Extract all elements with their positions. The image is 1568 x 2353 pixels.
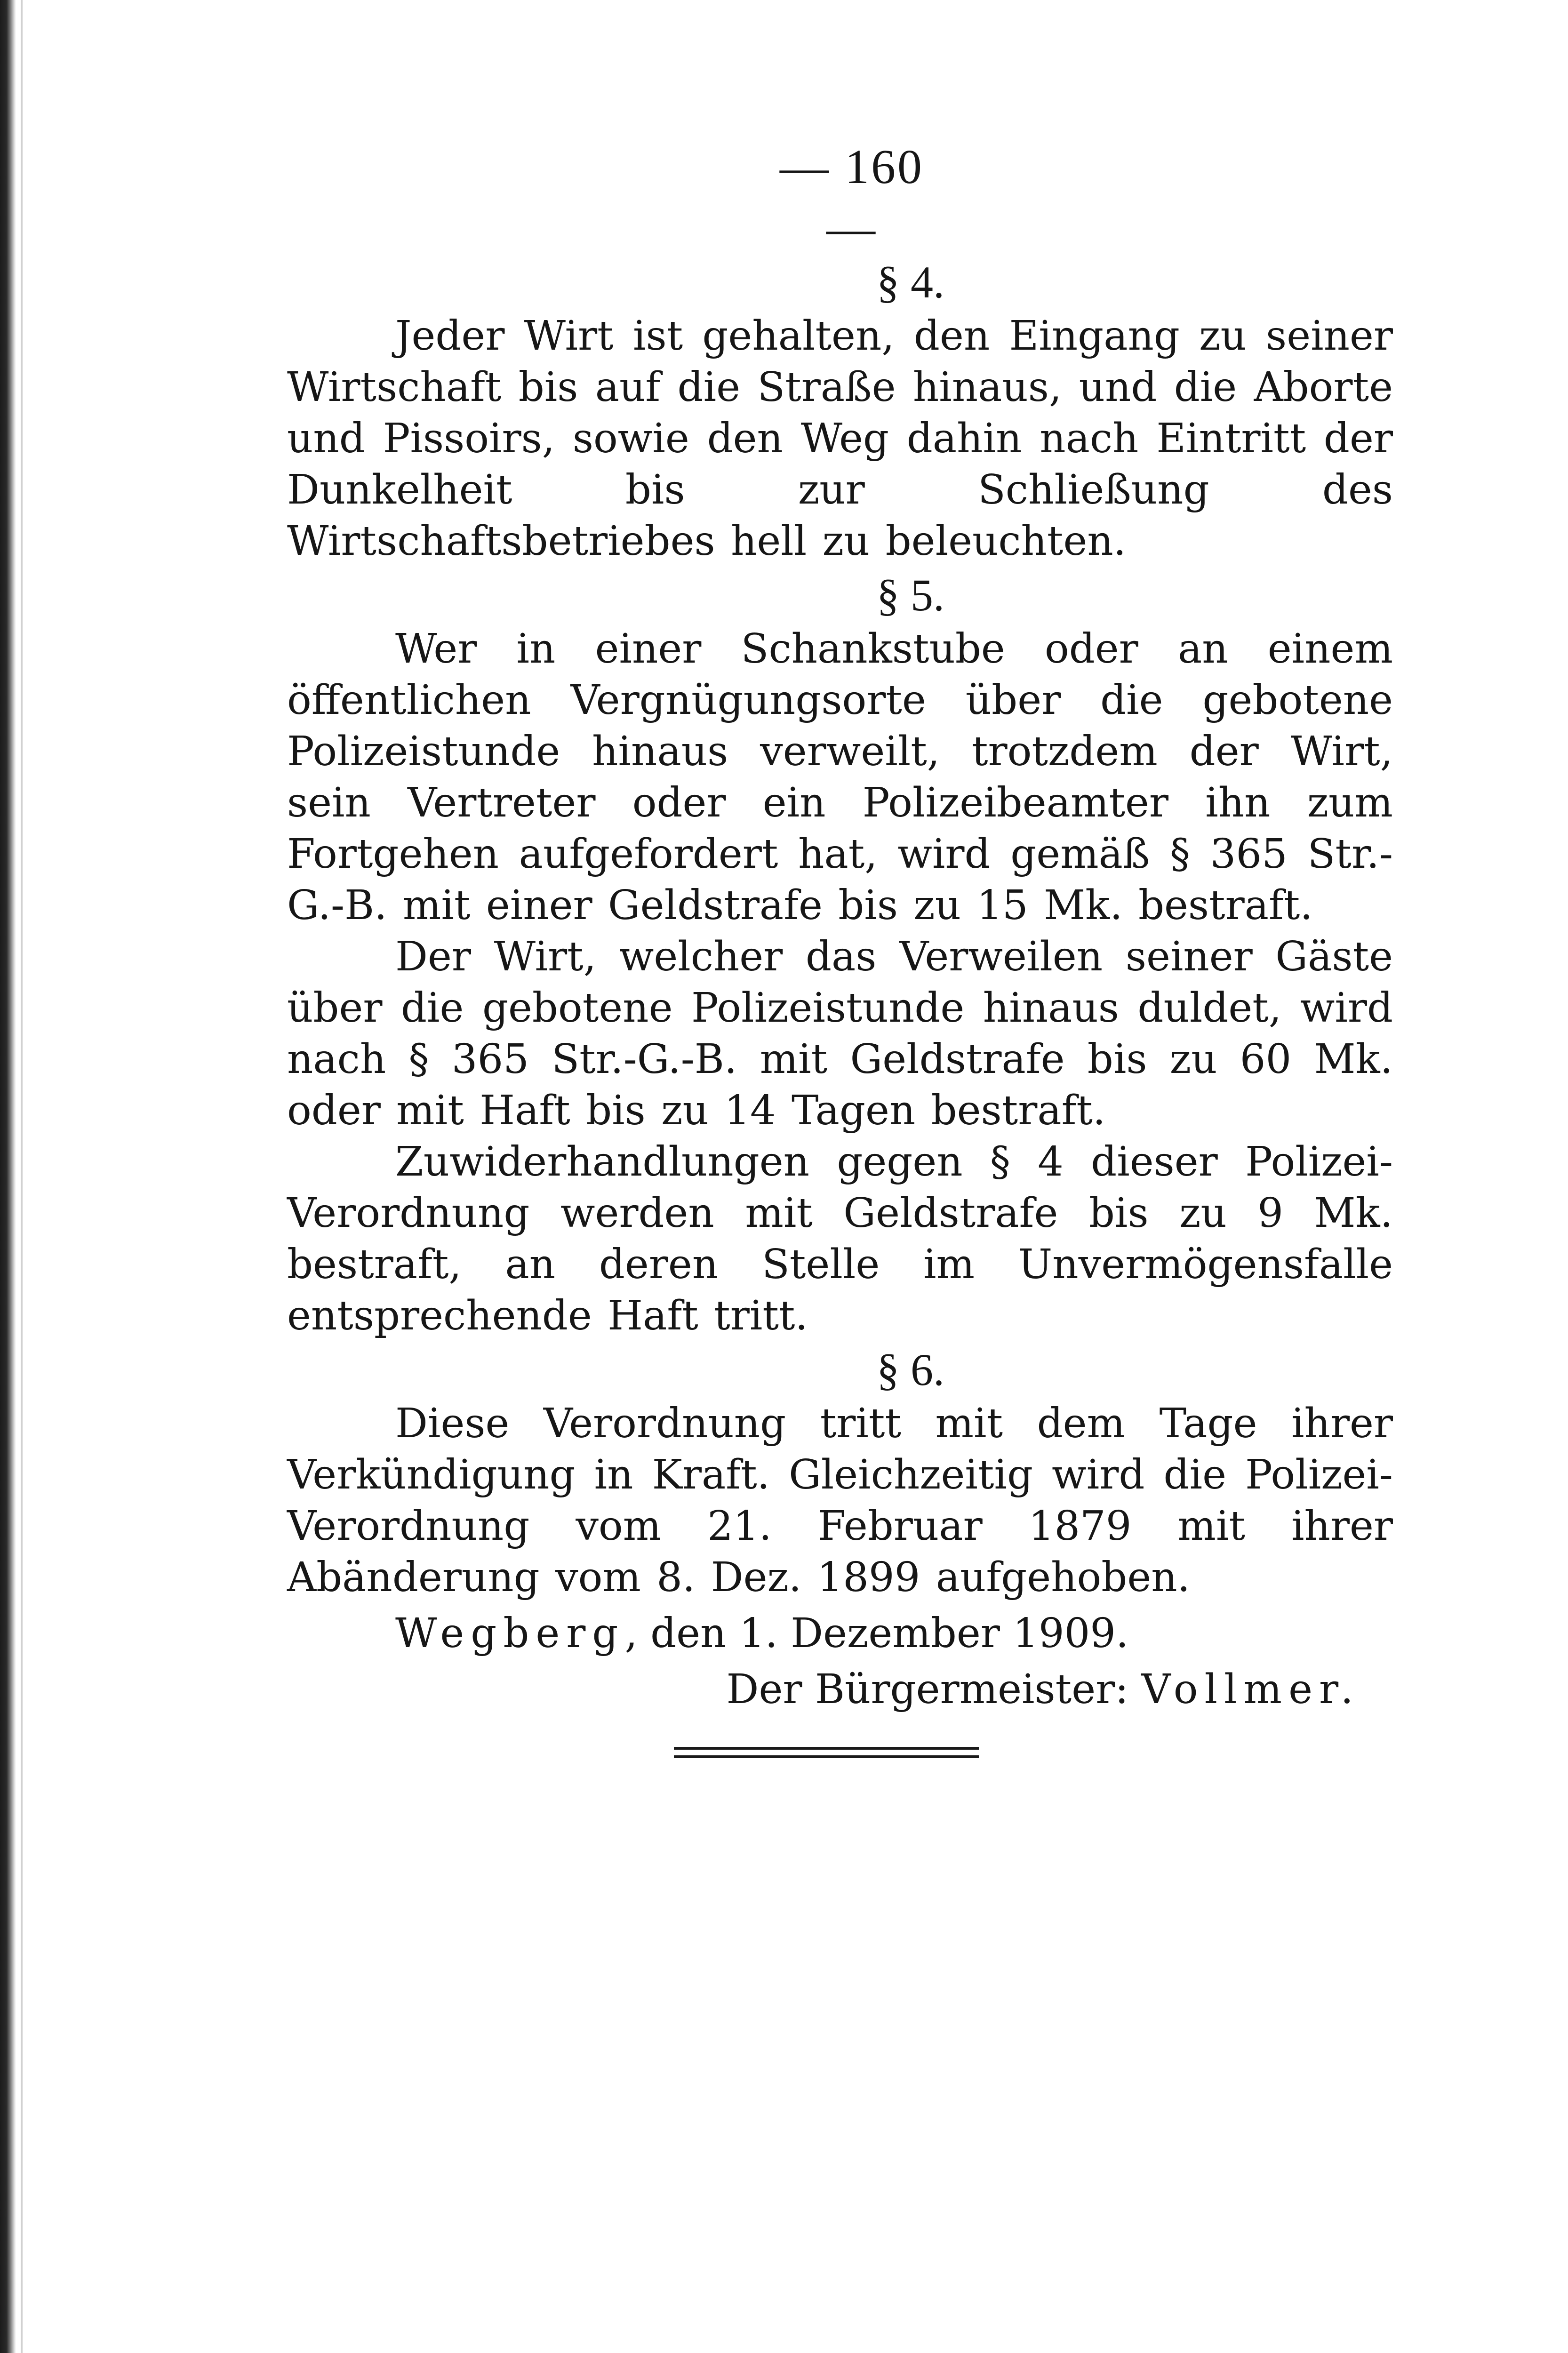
date-text: , den 1. Dezember 1909. bbox=[624, 1610, 1129, 1657]
document-body bbox=[287, 254, 1393, 1715]
paragraph: Jeder Wirt ist gehalten, den Eingang zu seiner Wirtschaft bis auf die Straße hinaus, und die Aborte und Pissoirs, sowie den Weg dahin nach Eintritt der Dunkelheit bis zur Schließung des Wirtschaftsbetriebes hell zu beleuchten. bbox=[287, 312, 1393, 565]
paragraph: Wer in einer Schankstube oder an einem öffentlichen Vergnügungsorte über die gebotene Polizeistunde hinaus verweilt, trotzdem der Wirt, sein Vertreter oder ein Polizeibeamter ihn zum Fortgehen aufgefordert hat, wird gemäß § 365 Str.-G.-B. mit einer Geldstrafe bis zu 15 Mk. bestraft. bbox=[287, 625, 1393, 929]
paragraph: Zuwiderhandlungen gegen § 4 dieser Polizei-Verordnung werden mit Geldstrafe bis zu 9 Mk. bestraft, an deren Stelle im Unvermögensfalle entsprechende Haft tritt. bbox=[287, 1138, 1393, 1339]
place-and-date bbox=[287, 1608, 1393, 1659]
page-number: — 160 — bbox=[780, 140, 924, 255]
section-heading-6: § 6. bbox=[877, 1345, 944, 1395]
signature-title: Der Bürgermeister: bbox=[726, 1666, 1142, 1713]
paragraph: Der Wirt, welcher das Verweilen seiner Gäste über die gebotene Polizeistunde hinaus duldet, wird nach § 365 Str.-G.-B. mit Geldstrafe bis zu 60 Mk. oder mit Haft bis zu 14 Tagen bestraft. bbox=[287, 933, 1393, 1134]
place-name: Wegberg bbox=[395, 1610, 625, 1657]
signature-name: Vollmer. bbox=[1141, 1666, 1360, 1713]
signature-line bbox=[287, 1664, 1393, 1715]
section-heading-4: § 4. bbox=[877, 257, 944, 307]
section-heading-5: § 5. bbox=[877, 570, 944, 620]
end-rule-top bbox=[674, 1747, 979, 1750]
paragraph: Diese Verordnung tritt mit dem Tage ihrer Verkündigung in Kraft. Gleichzeitig wird die Polizei-Verordnung vom 21. Februar 1879 mit ihrer Abänderung vom 8. Dez. 1899 aufgehoben. bbox=[287, 1400, 1393, 1601]
end-rule-bottom bbox=[674, 1755, 979, 1758]
page-edge-line bbox=[21, 0, 23, 2353]
page-edge-shadow bbox=[0, 0, 16, 2353]
